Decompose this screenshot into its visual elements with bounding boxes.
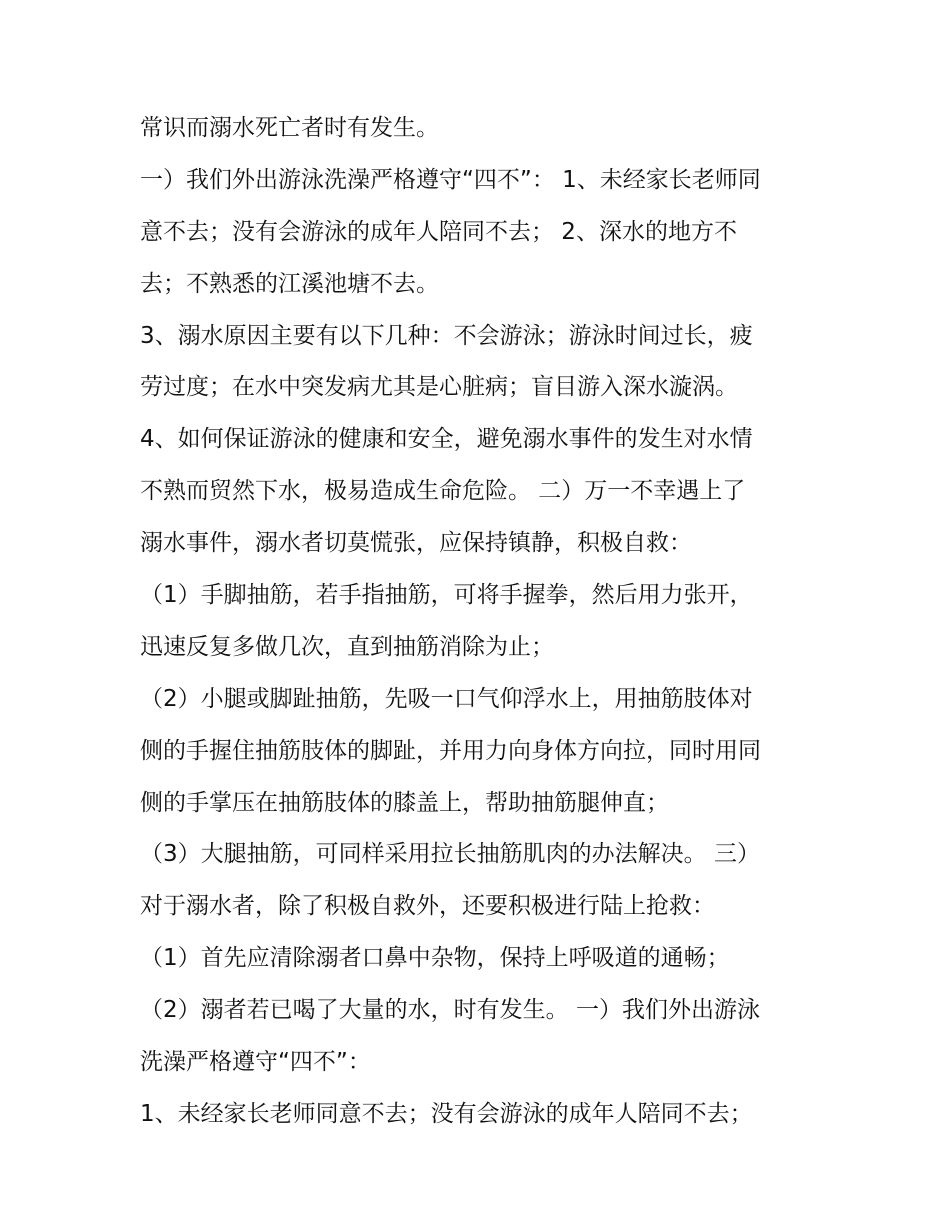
- text-line: 去；不熟悉的江溪池塘不去。: [140, 270, 439, 297]
- text-line: 4、如何保证游泳的健康和安全，避免溺水事件的发生对水情: [140, 426, 753, 453]
- text-line: 劳过度；在水中突发病尤其是心脏病；盲目游入深水漩涡。: [140, 374, 738, 401]
- text-line: （1）首先应清除溺者口鼻中杂物，保持上呼吸道的通畅；: [140, 945, 730, 972]
- text-line: 一）我们外出游泳洗澡严格遵守“四不”： 1、未经家长老师同: [140, 166, 761, 193]
- text-line: 侧的手握住抽筋肢体的脚趾，并用力向身体方向拉，同时用同: [140, 737, 761, 764]
- text-line: 1、未经家长老师同意不去；没有会游泳的成年人陪同不去；: [140, 1100, 753, 1127]
- text-line: 3、溺水原因主要有以下几种：不会游泳；游泳时间过长，疲: [140, 322, 753, 349]
- text-line: 洗澡严格遵守“四不”：: [140, 1049, 371, 1076]
- text-line: （2）小腿或脚趾抽筋，先吸一口气仰浮水上，用抽筋肢体对: [140, 685, 753, 712]
- text-line: 溺水事件，溺水者切莫慌张，应保持镇静，积极自救：: [140, 530, 692, 557]
- text-line: （1）手脚抽筋，若手指抽筋，可将手握拳，然后用力张开，: [140, 582, 753, 609]
- text-line: 常识而溺水死亡者时有发生。: [140, 115, 439, 141]
- text-line: 侧的手掌压在抽筋肢体的膝盖上，帮助抽筋腿伸直；: [140, 789, 669, 816]
- text-line: 意不去；没有会游泳的成年人陪同不去； 2、深水的地方不: [140, 218, 737, 245]
- text-line: （3）大腿抽筋，可同样采用拉长抽筋肌肉的办法解决。 三）: [140, 841, 760, 868]
- text-line: 对于溺水者，除了积极自救外，还要积极进行陆上抢救：: [140, 893, 715, 920]
- text-line: 不熟而贸然下水，极易造成生命危险。 二）万一不幸遇上了: [140, 478, 746, 505]
- text-line: （2）溺者若已喝了大量的水，时有发生。 一）我们外出游泳: [140, 997, 760, 1024]
- body-text: [140, 110, 820, 1148]
- text-line: 迅速反复多做几次，直到抽筋消除为止；: [140, 633, 554, 660]
